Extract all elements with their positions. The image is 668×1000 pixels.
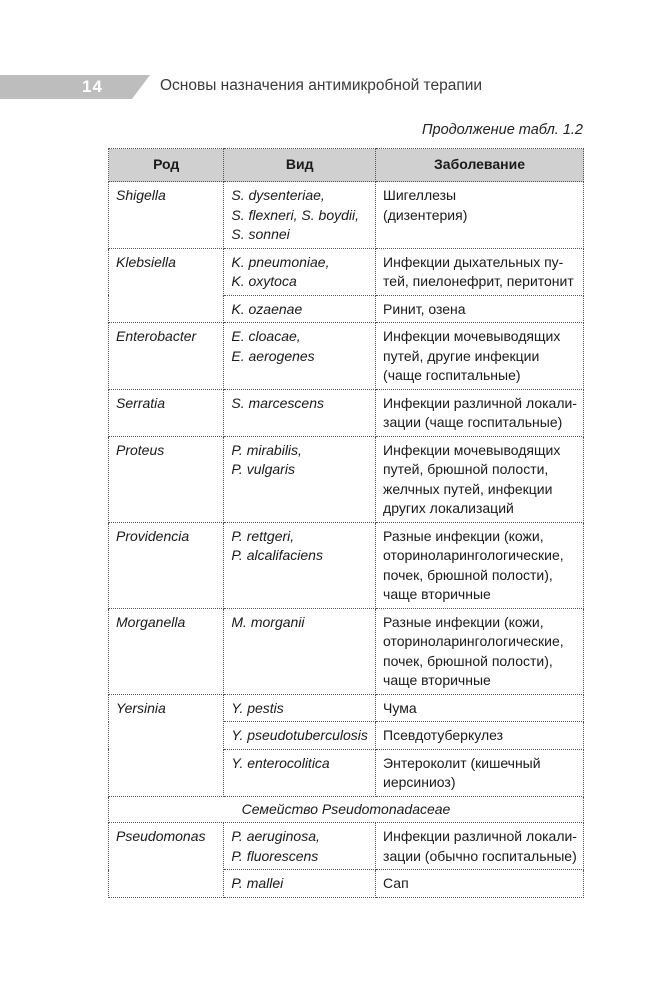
species-cell: P. mirabilis, P. vulgaris [224, 436, 376, 522]
genus-cell: Serratia [109, 389, 224, 436]
table-row [109, 522, 584, 608]
disease-cell: Инфекции мочевыводящих путей, другие инфекции (чаще госпитальные) [376, 323, 584, 390]
running-title: Основы назначения антимикробной терапии [160, 77, 483, 94]
disease-cell: Инфекции мочевыводящих путей, брюшной полости, желчных путей, инфекции других локализаций [376, 436, 584, 522]
table-row [109, 823, 584, 870]
bacteria-table [108, 148, 584, 898]
disease-cell: Ринит, озена [376, 295, 584, 323]
disease-cell: Сап [376, 870, 584, 898]
species-cell: Y. pestis [224, 694, 376, 722]
table-row [109, 608, 584, 694]
disease-cell: Инфекции дыхательных пу- тей, пиелонефрит, перитонит [376, 248, 584, 295]
table-caption: Продолжение табл. 1.2 [422, 122, 583, 138]
disease-cell: Разные инфекции (кожи, оториноларингологические, почек, брюшной полости), чаще вторичные [376, 522, 584, 608]
table-row [109, 323, 584, 390]
disease-cell: Инфекции различной локали- зации (обычно госпитальные) [376, 823, 584, 870]
table-row [109, 182, 584, 249]
genus-cell: Proteus [109, 436, 224, 522]
species-cell: P. rettgeri, P. alcalifaciens [224, 522, 376, 608]
disease-cell: Инфекции различной локали- зации (чаще госпитальные) [376, 389, 584, 436]
species-cell: Y. enterocolitica [224, 749, 376, 796]
species-cell: P. mallei [224, 870, 376, 898]
genus-cell: Enterobacter [109, 323, 224, 390]
column-header-disease: Заболевание [376, 149, 584, 182]
page-number: 14 [82, 77, 103, 96]
genus-cell: Yersinia [109, 694, 224, 796]
species-cell: S. marcescens [224, 389, 376, 436]
disease-cell: Чума [376, 694, 584, 722]
disease-cell: Псевдотуберкулез [376, 722, 584, 750]
disease-cell: Энтероколит (кишечный иерсиниоз) [376, 749, 584, 796]
species-cell: P. aeruginosa, P. fluorescens [224, 823, 376, 870]
disease-cell: Шигеллезы (дизентерия) [376, 182, 584, 249]
species-cell: Y. pseudotuberculosis [224, 722, 376, 750]
genus-cell: Pseudomonas [109, 823, 224, 898]
species-cell: K. pneumoniae, K. oxytoca [224, 248, 376, 295]
table-row [109, 436, 584, 522]
genus-cell: Klebsiella [109, 248, 224, 323]
genus-cell: Morganella [109, 608, 224, 694]
table-header-row [109, 149, 584, 182]
species-cell: E. cloacae, E. aerogenes [224, 323, 376, 390]
header-band [0, 75, 150, 99]
family-label: Семейство Pseudomonadaceae [109, 796, 584, 823]
table-row [109, 389, 584, 436]
table-row [109, 694, 584, 722]
genus-cell: Providencia [109, 522, 224, 608]
table-row [109, 248, 584, 295]
family-row [109, 796, 584, 823]
species-cell: M. morganii [224, 608, 376, 694]
species-cell: S. dysenteriae, S. flexneri, S. boydii, S. sonnei [224, 182, 376, 249]
column-header-species: Вид [224, 149, 376, 182]
species-cell: K. ozaenae [224, 295, 376, 323]
disease-cell: Разные инфекции (кожи, оториноларингологические, почек, брюшной полости), чаще вторичные [376, 608, 584, 694]
genus-cell: Shigella [109, 182, 224, 249]
column-header-genus: Род [109, 149, 224, 182]
